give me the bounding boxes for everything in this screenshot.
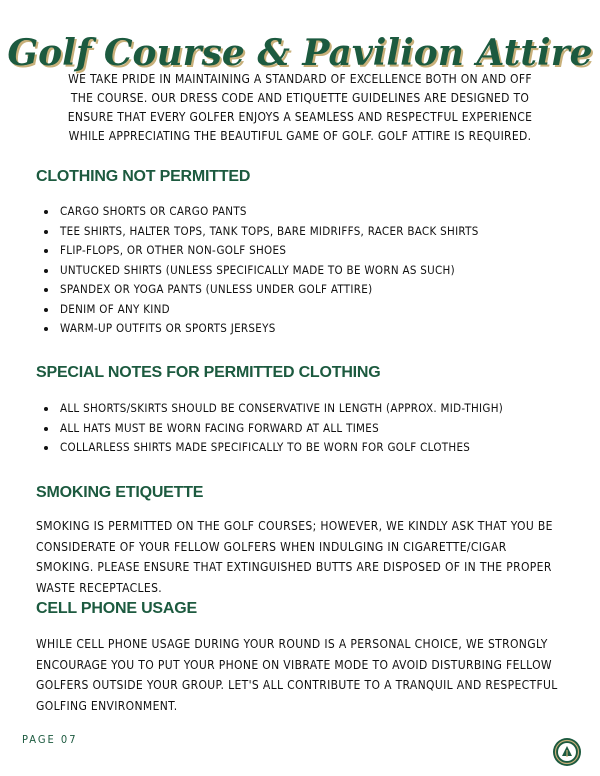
- page-title: Golf Course & Pavilion Attire: [7, 32, 593, 75]
- heading-special-notes: SPECIAL NOTES FOR PERMITTED CLOTHING: [36, 364, 381, 381]
- heading-cell-phone-usage: CELL PHONE USAGE: [36, 600, 197, 617]
- list-item: • CARGO SHORTS OR CARGO PANTS: [58, 202, 580, 222]
- list-special-notes: [36, 399, 580, 458]
- list-item: • SPANDEX OR YOGA PANTS (UNLESS UNDER GOLF ATTIRE): [58, 280, 580, 300]
- club-emblem-icon: [552, 737, 582, 767]
- page-number: PAGE 07: [22, 733, 78, 746]
- list-item: • UNTUCKED SHIRTS (UNLESS SPECIFICALLY MADE TO BE WORN AS SUCH): [58, 261, 580, 281]
- list-item: • FLIP-FLOPS, OR OTHER NON-GOLF SHOES: [58, 241, 580, 261]
- list-clothing-not-permitted: [36, 202, 580, 339]
- intro-paragraph: WE TAKE PRIDE IN MAINTAINING A STANDARD OF EXCELLENCE BOTH ON AND OFF THE COURSE. OUR DRESS CODE AND ETIQUETTE GUIDELINES ARE DESIGNED TO ENSURE THAT EVERY GOLFER ENJOYS A SEAMLESS AND RESPECTFUL EXPERIENCE WHILE APPRECIATING THE BEAUTIFUL GAME OF GOLF. GOLF ATTIRE IS REQUIRED.: [67, 72, 533, 143]
- cell-phone-paragraph: WHILE CELL PHONE USAGE DURING YOUR ROUND IS A PERSONAL CHOICE, WE STRONGLY ENCOURAGE YOU TO PUT YOUR PHONE ON VIBRATE MODE TO AVOID DISTURBING FELLOW GOLFERS OUTSIDE YOUR GROUP. LET'S ALL CONTRIBUTE TO A TRANQUIL AND RESPECTFUL GOLFING ENVIRONMENT.: [36, 637, 558, 713]
- list-item: • TEE SHIRTS, HALTER TOPS, TANK TOPS, BARE MIDRIFFS, RACER BACK SHIRTS: [58, 222, 580, 242]
- list-item: • COLLARLESS SHIRTS MADE SPECIFICALLY TO BE WORN FOR GOLF CLOTHES: [58, 438, 580, 458]
- smoking-paragraph: SMOKING IS PERMITTED ON THE GOLF COURSES; HOWEVER, WE KINDLY ASK THAT YOU BE CONSIDERATE OF YOUR FELLOW GOLFERS WHEN INDULGING IN CIGARETTE/CIGAR SMOKING. PLEASE ENSURE THAT EXTINGUISHED BUTTS ARE DISPOSED OF IN THE PROPER WASTE RECEPTACLES.: [36, 519, 553, 595]
- list-item: • ALL HATS MUST BE WORN FACING FORWARD AT ALL TIMES: [58, 419, 580, 439]
- list-item: • DENIM OF ANY KIND: [58, 300, 580, 320]
- heading-clothing-not-permitted: CLOTHING NOT PERMITTED: [36, 168, 251, 185]
- list-item: • ALL SHORTS/SKIRTS SHOULD BE CONSERVATIVE IN LENGTH (APPROX. MID-THIGH): [58, 399, 580, 419]
- list-item: • WARM-UP OUTFITS OR SPORTS JERSEYS: [58, 319, 580, 339]
- heading-smoking-etiquette: SMOKING ETIQUETTE: [36, 484, 204, 501]
